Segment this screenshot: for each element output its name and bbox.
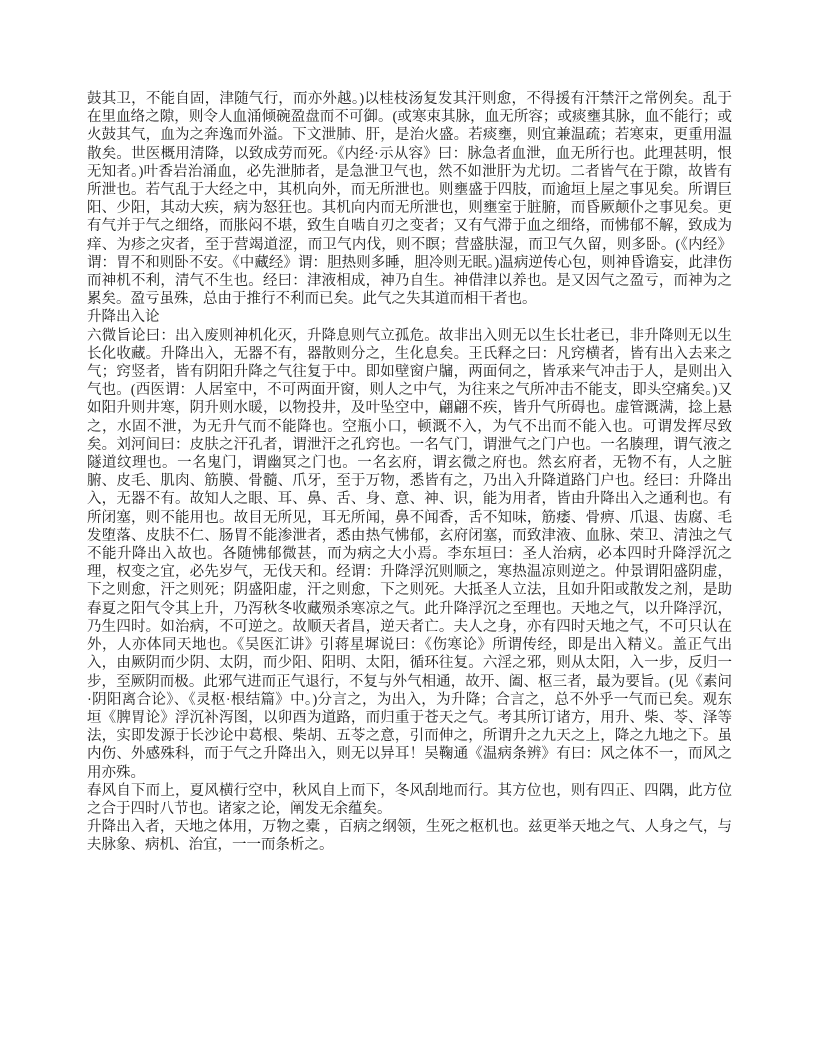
- text-column: [87, 90, 732, 855]
- closing-paragraph: 升降出入者，天地之体用，万物之橐 ，百病之纲领，生死之枢机也。兹更举天地之气、人身之气，与夫脉象、病机、治宜，一一而条析之。: [87, 819, 732, 854]
- main-paragraph: 六微旨论曰：出入废则神机化灭，升降息则气立孤危。故非出入则无以生长壮老已，非升降则无以生长化收藏。升降出入，无器不有，器散则分之，生化息矣。王氏释之曰：凡窍横者，皆有出入去来之气；窍竖者，皆有阴阳升降之气往复于中。即如壁窗户牖，两面伺之，皆承来气冲击于人，是则出入气也。(西医谓：人居室中，不可两面开窗，则人之中气，为往来之气所冲击不能支，即头空痛矣。)又如阳升则井寒，阴升则水暖，以物投井，及叶坠空中，翩翩不疾，皆升气所碍也。虚管溉满，捻上悬之，水固不泄，为无升气而不能降也。空瓶小口，顿溉不入，为气不出而不能入也。可谓发挥尽致矣。刘河间曰：皮肤之汗孔者，谓泄汗之孔窍也。一名气门，谓泄气之门户也。一名腠理，谓气液之隧道纹理也。一名鬼门，谓幽冥之门也。一名玄府，谓玄微之府也。然玄府者，无物不有，人之脏腑、皮毛、肌肉、筋膜、骨髓、爪牙，至于万物，悉皆有之，乃出入升降道路门户也。经曰：升降出入，无器不有。故知人之眼、耳、鼻、舌、身、意、神、识，能为用者，皆由升降出入之通利也。有所闭塞，则不能用也。故目无所见，耳无所闻，鼻不闻香，舌不知味，筋痿、骨痹、爪退、齿腐、毛发堕落、皮肤不仁、肠胃不能渗泄者，悉由热气怫郁，玄府闭塞，而致津液、血脉、荣卫、清浊之气不能升降出入故也。各随怫郁微甚，而为病之大小焉。李东垣曰：圣人治病，必本四时升降浮沉之理，权变之宜，必先岁气，无伐天和。经谓：升降浮沉则顺之，寒热温凉则逆之。仲景谓阳盛阴虚，下之则愈，汗之则死；阴盛阳虚，汗之则愈，下之则死。大抵圣人立法，且如升阳或散发之剂，是助春夏之阳气令其上升，乃泻秋冬收藏殒杀寒凉之气。此升降浮沉之至理也。天地之气，以升降浮沉，乃生四时。如治病，不可逆之。故顺天者昌，逆天者亡。夫人之身，亦有四时天地之气，不可只认在外，人亦体同天地也。《吴医汇讲》引蒋星墀说曰：《伤寒论》所谓传经，即是出入精义。盖正气出入，由厥阴而少阴、太阴，而少阳、阳明、太阳，循环往复。六淫之邪，则从太阳，入一步，反归一步，至厥阴而极。此邪气进而正气退行，不复与外气相通，故开、阖、枢三者，最为要旨。(见《素问·阴阳离合论》、《灵枢·根结篇》中。)分言之，为出入，为升降；合言之，总不外乎一气而已矣。观东垣《脾胃论》浮沉补泻图，以卯酉为道路，而归重于苍天之气。考其所订诸方，用升、柴、苓、泽等法，实即发源于长沙论中葛根、柴胡、五苓之意，引而伸之，所谓升之九天之上，降之九地之下。虽内伤、外感殊科，而于气之升降出入，则无以异耳！吴鞠通《温病条辨》有曰：风之体不一，而风之用亦殊。: [87, 327, 732, 781]
- section-heading: 升降出入论: [87, 309, 160, 326]
- opening-paragraph: 鼓其卫，不能自固，津随气行，而亦外越。)以桂枝汤复发其汗则愈，不得援有汗禁汗之常例矣。乱于在里血络之隙，则令人血涌倾碗盈盘而不可御。(或寒束其脉，血无所容；或痰壅其脉，血不能行；或火鼓其气，血为之奔逸而外溢。下文泄肺、肝，是治火盛。若痰壅，则宜兼温疏；若寒束，更重用温散矣。世医概用清降，以致成劳而死。《内经·示从容》曰：脉急者血泄，血无所行也。此理甚明，恨无知者。)叶香岩治涌血，必先泄肺者，是急泄卫气也，然不如泄肝为尤切。二者皆气在于隙，故皆有所泄也。若气乱于大经之中，其机向外，而无所泄也。则壅盛于四肢，而逾垣上屋之事见矣。所谓巨阳、少阳，其动大疾，病为怒狂也。其机向内而无所泄也，则壅室于脏腑，而昏厥颠仆之事见矣。更有气并于气之细络，而胀闷不堪，致生自啮自刃之变者；又有气滞于血之细络，而怫郁不解，致成为痒、为疹之灾者，至于营竭道涩，而卫气内伐，则不瞑；营盛肤湿，而卫气久留，则多卧。(《内经》谓：胃不和则卧不安。《中藏经》谓：胆热则多睡，胆冷则无眠。)温病逆传心包，则神昏谵妄，此津伤而神机不利，清气不生也。经曰：津液相成，神乃自生。神借津以养也。是又因气之盈亏，而神为之累矣。盈亏虽殊，总由于推行不利而已矣。此气之失其道而相干者也。: [87, 91, 732, 308]
- wind-paragraph: 春风自下而上，夏风横行空中，秋风自上而下，冬风刮地而行。其方位也，则有四正、四隅，此方位之合于四时八节也。诸家之论，阐发无余蕴矣。: [87, 782, 732, 817]
